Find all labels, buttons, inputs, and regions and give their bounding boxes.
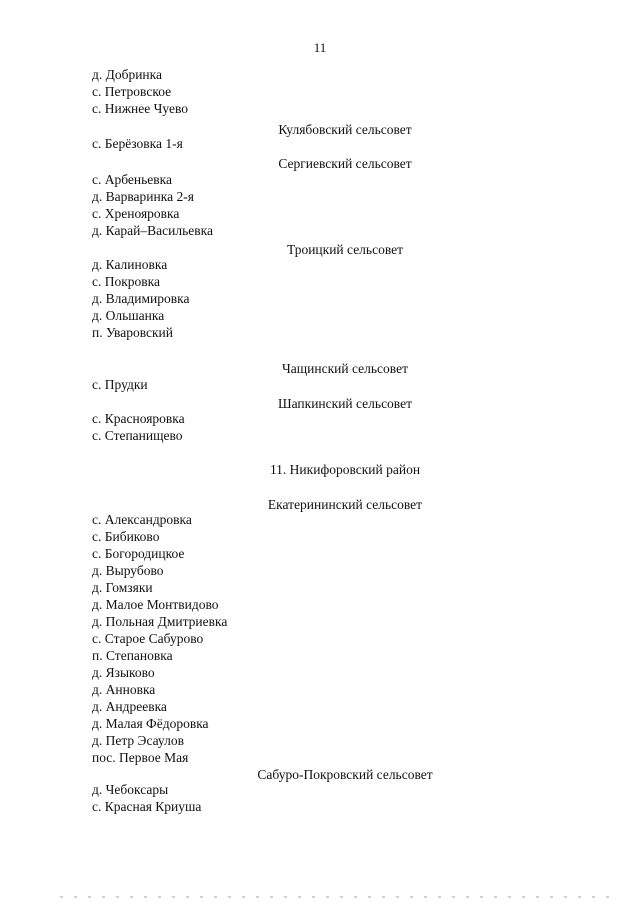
settlement-line: пос. Первое Мая — [92, 750, 189, 765]
settlement-line: с. Хренояровка — [92, 206, 180, 221]
settlement-line: д. Малое Монтвидово — [92, 597, 219, 612]
settlement-line: с. Красная Криуша — [92, 799, 202, 814]
settlement-line: с. Александровка — [92, 512, 192, 527]
settlement-line: д. Малая Фёдоровка — [92, 716, 209, 731]
settlement-line: д. Варваринка 2-я — [92, 189, 194, 204]
council-heading: Троицкий сельсовет — [286, 242, 404, 257]
council-heading: Шапкинский сельсовет — [277, 396, 412, 411]
settlement-line: д. Чебоксары — [92, 782, 169, 797]
settlement-line: с. Степанищево — [92, 428, 183, 443]
settlement-line: с. Прудки — [92, 377, 148, 392]
page-number: 11 — [313, 40, 327, 55]
settlement-line: д. Польная Дмитриевка — [92, 614, 228, 629]
settlement-line: д. Калиновка — [92, 257, 168, 272]
council-heading: Екатерининский сельсовет — [267, 497, 423, 512]
settlement-line: д. Владимировка — [92, 291, 190, 306]
settlement-line: д. Ольшанка — [92, 308, 165, 323]
settlement-line: д. Гомзяки — [92, 580, 153, 595]
settlement-line: с. Покровка — [92, 274, 161, 289]
settlement-line: с. Старое Сабурово — [92, 631, 204, 646]
settlement-line: п. Степановка — [92, 648, 173, 663]
settlement-line: п. Уваровский — [92, 325, 173, 340]
council-heading: Сабуро-Покровский сельсовет — [257, 767, 433, 782]
settlement-line: д. Карай–Васильевка — [92, 223, 213, 238]
settlement-line: д. Языково — [92, 665, 155, 680]
council-heading: Кулябовский сельсовет — [278, 122, 412, 137]
settlement-line: д. Анновка — [92, 682, 156, 697]
settlement-line: д. Петр Эсаулов — [92, 733, 184, 748]
settlement-line: с. Арбеньевка — [92, 172, 173, 187]
settlement-line: с. Берёзовка 1-я — [92, 136, 183, 151]
settlement-line: д. Андреевка — [92, 699, 167, 714]
settlement-line: с. Петровское — [92, 84, 172, 99]
scan-artifact-divider — [60, 896, 620, 898]
settlement-line: с. Краснояровка — [92, 411, 185, 426]
council-heading: Чащинский сельсовет — [282, 361, 408, 376]
settlement-line: с. Бибиково — [92, 529, 160, 544]
settlement-line: д. Добринка — [92, 67, 162, 82]
district-heading: 11. Никифоровский район — [269, 462, 421, 477]
settlement-line: с. Нижнее Чуево — [92, 101, 188, 116]
settlement-line: д. Вырубово — [92, 563, 164, 578]
council-heading: Сергиевский сельсовет — [278, 156, 412, 171]
settlement-line: с. Богородицкое — [92, 546, 185, 561]
